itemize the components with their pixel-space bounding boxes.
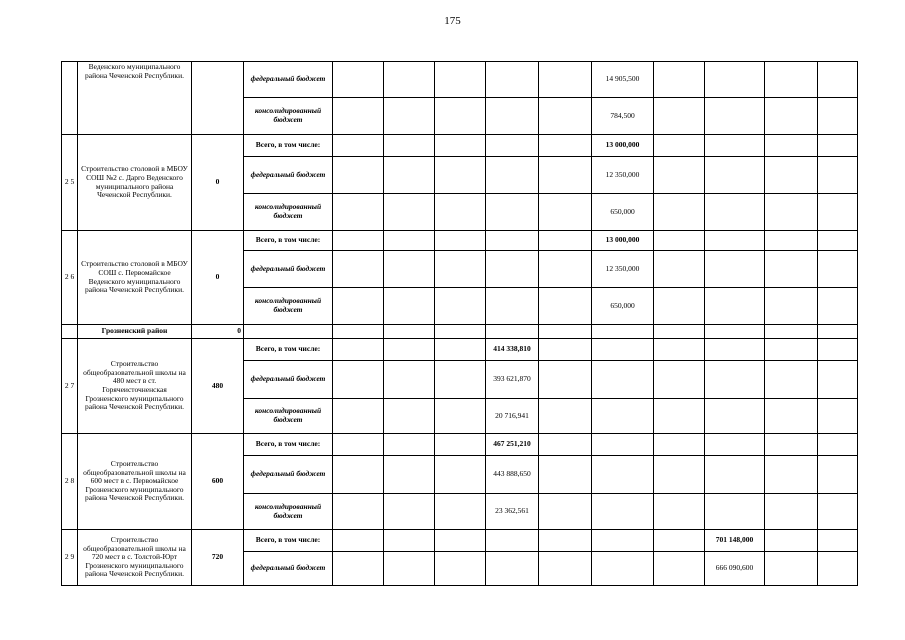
source-label: федеральный бюджет [244, 552, 333, 586]
value-cell: 12 350,000 [592, 251, 654, 288]
row-number: 2 6 [62, 231, 78, 325]
source-label: Всего, в том числе: [244, 339, 333, 361]
source-label: Всего, в том числе: [244, 135, 333, 157]
object-name: Строительство столовой в МБОУ СОШ №2 с. Дарго Веденского муниципального района Чеченской Республики. [78, 135, 192, 231]
object-name: Строительство общеобразовательной школы на 720 мест в с. Толстой-Юрт Грозненского муниципального района Чеченской Республики. [78, 530, 192, 586]
row-number: 2 9 [62, 530, 78, 586]
value-cell: 666 090,600 [705, 552, 765, 586]
source-label: федеральный бюджет [244, 251, 333, 288]
object-name: Строительство столовой в МБОУ СОШ с. Первомайское Веденского муниципального района Чеченской Республики. [78, 231, 192, 325]
table-row [62, 135, 858, 157]
source-label: консолидированный бюджет [244, 194, 333, 231]
source-label: федеральный бюджет [244, 157, 333, 194]
source-label: федеральный бюджет [244, 62, 333, 98]
capacity: 480 [192, 339, 244, 434]
page-number: 175 [444, 15, 461, 27]
table-row [62, 62, 858, 98]
value-cell: 701 148,000 [705, 530, 765, 552]
capacity: 600 [192, 434, 244, 530]
table-row [62, 231, 858, 251]
source-label: федеральный бюджет [244, 456, 333, 494]
value-cell: 20 716,941 [486, 399, 539, 434]
source-label: консолидированный бюджет [244, 494, 333, 530]
row-number: 2 8 [62, 434, 78, 530]
value-cell: 393 621,870 [486, 361, 539, 399]
source-label: консолидированный бюджет [244, 288, 333, 325]
value-cell: 23 362,561 [486, 494, 539, 530]
table-row [62, 434, 858, 456]
value-cell: 13 000,000 [592, 135, 654, 157]
source-label: Всего, в том числе: [244, 231, 333, 251]
table-row [62, 339, 858, 361]
object-name: Строительство общеобразовательной школы на 600 мест в с. Первомайское Грозненского муниципального района Чеченской Республики. [78, 434, 192, 530]
capacity: 0 [192, 231, 244, 325]
object-name: Строительство общеобразовательной школы на 480 мест в ст. Горячеисточненская Грозненского муниципального района Чеченской Республики. [78, 339, 192, 434]
district-name: Грозненский район [78, 325, 192, 339]
budget-table [61, 61, 858, 586]
value-cell: 650,000 [592, 194, 654, 231]
value-cell: 467 251,210 [486, 434, 539, 456]
value-cell: 650,000 [592, 288, 654, 325]
source-label: Всего, в том числе: [244, 530, 333, 552]
value-cell: 14 905,500 [592, 62, 654, 98]
source-label: федеральный бюджет [244, 361, 333, 399]
source-label: Всего, в том числе: [244, 434, 333, 456]
value-cell: 414 338,810 [486, 339, 539, 361]
district-row [62, 325, 858, 339]
value-cell: 13 000,000 [592, 231, 654, 251]
source-label: консолидированный бюджет [244, 98, 333, 135]
district-capacity: 0 [192, 325, 244, 339]
capacity: 0 [192, 135, 244, 231]
capacity: 720 [192, 530, 244, 586]
row-number: 2 5 [62, 135, 78, 231]
object-name: Веденского муниципального района Чеченской Республики. [78, 62, 192, 135]
source-label: консолидированный бюджет [244, 399, 333, 434]
row-number: 2 7 [62, 339, 78, 434]
value-cell: 12 350,000 [592, 157, 654, 194]
value-cell: 784,500 [592, 98, 654, 135]
table-row [62, 530, 858, 552]
value-cell: 443 888,650 [486, 456, 539, 494]
